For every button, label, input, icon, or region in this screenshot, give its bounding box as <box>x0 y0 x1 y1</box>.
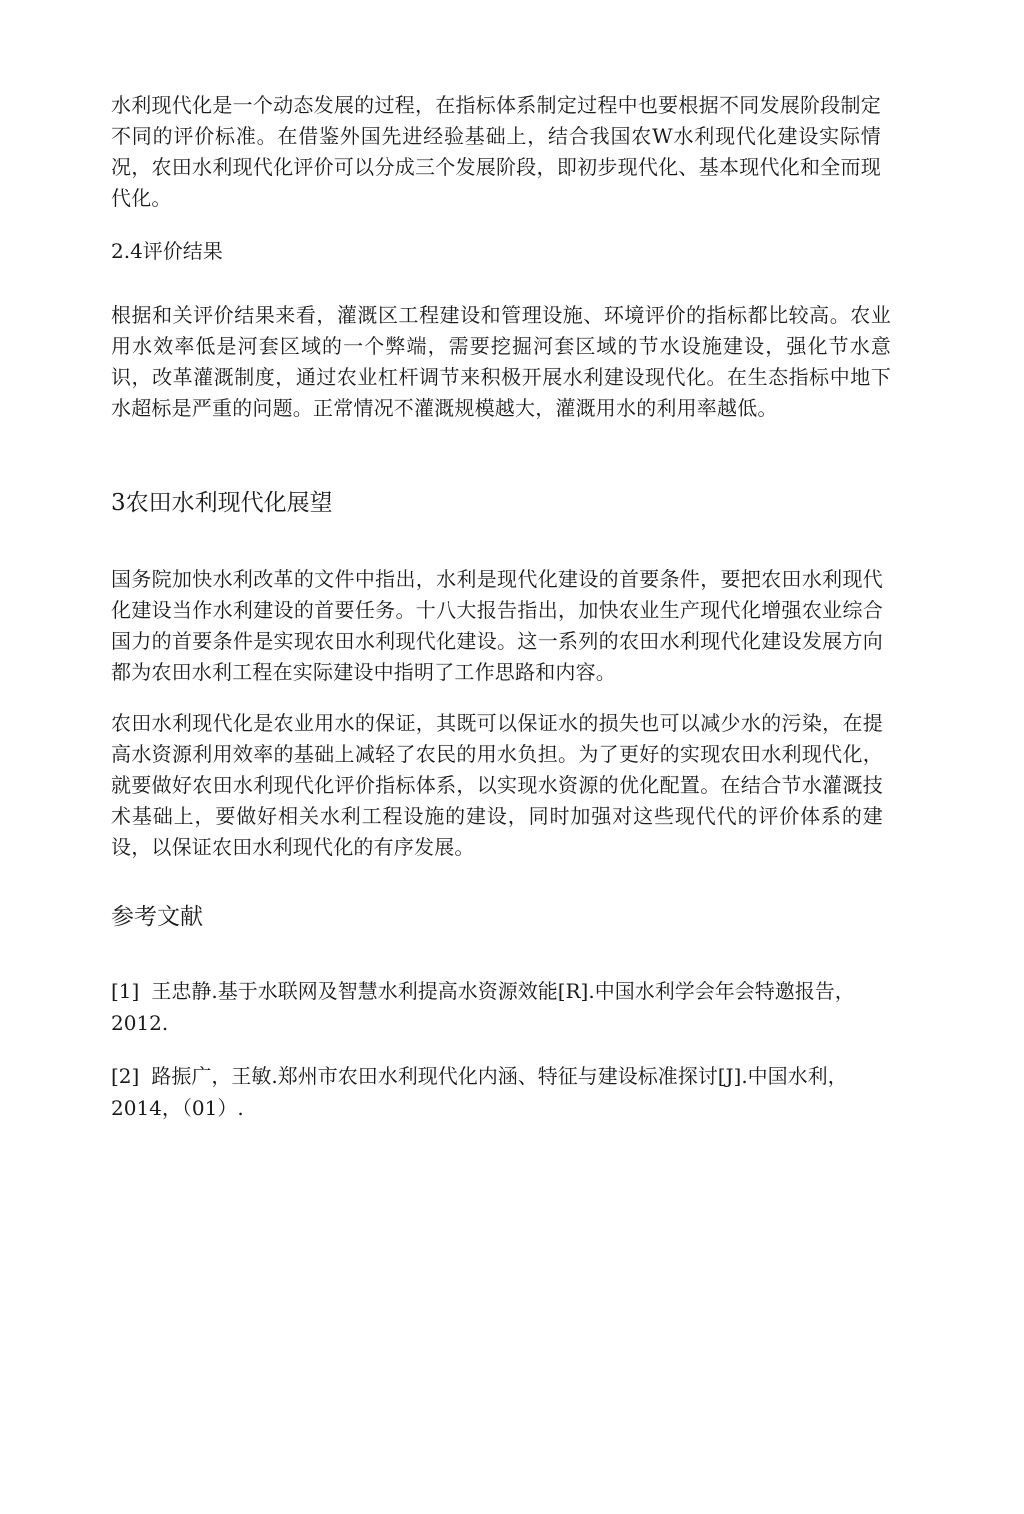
intro-paragraph: 水利现代化是一个动态发展的过程，在指标体系制定过程中也要根据不同发展阶段制定不同的评价标准。在借鉴外国先进经验基础上，结合我国农W水利现代化建设实际情况，农田水利现代化评价可以分成三个发展阶段，即初步现代化、基本现代化和全而现代化。 <box>111 93 881 210</box>
reference-number: [2] <box>111 1064 140 1088</box>
reference-item <box>111 1060 881 1124</box>
reference-number: [1] <box>111 979 140 1003</box>
section-2-4-heading: 2.4评价结果 <box>111 239 223 263</box>
reference-text: 王忠静.基于水联网及智慧水利提高水资源效能[R].中国水利学会年会特邀报告，2012. <box>111 979 855 1035</box>
section-3-paragraph-1: 国务院加快水利改革的文件中指出，水利是现代化建设的首要条件，要把农田水利现代化建设当作水利建设的首要任务。十八大报告指出，加快农业生产现代化增强农业综合国力的首要条件是实现农田水利现代化建设。这一系列的农田水利现代化建设发展方向都为农田水利工程在实际建设中指明了工作思路和内容。 <box>111 567 883 684</box>
section-2-4-paragraph: 根据和关评价结果来看，灌溉区工程建设和管理设施、环境评价的指标都比较高。农业用水效率低是河套区域的一个弊端，需要挖掘河套区域的节水设施建设，强化节水意识，改革灌溉制度，通过农业杠杆调节来积极开展水利建设现代化。在生态指标中地下水超标是严重的问题。正常情况不灌溉规模越大，灌溉用水的利用率越低。 <box>111 303 891 420</box>
reference-item <box>111 975 871 1039</box>
section-3-heading: 3农田水利现代化展望 <box>111 490 333 516</box>
references-heading: 参考文献 <box>111 904 203 930</box>
reference-text: 路振广，王敏.郑州市农田水利现代化内涵、特征与建设标准探讨[J].中国水利，2014，（01）. <box>111 1064 848 1120</box>
section-3-paragraph-2: 农田水利现代化是农业用水的保证，其既可以保证水的损失也可以减少水的污染，在提高水资源利用效率的基础上减轻了农民的用水负担。为了更好的实现农田水利现代化，就要做好农田水利现代化评价指标体系，以实现水资源的优化配置。在结合节水灌溉技术基础上，要做好相关水利工程设施的建设，同时加强对这些现代代的评价体系的建设，以保证农田水利现代化的有序发展。 <box>111 711 883 859</box>
